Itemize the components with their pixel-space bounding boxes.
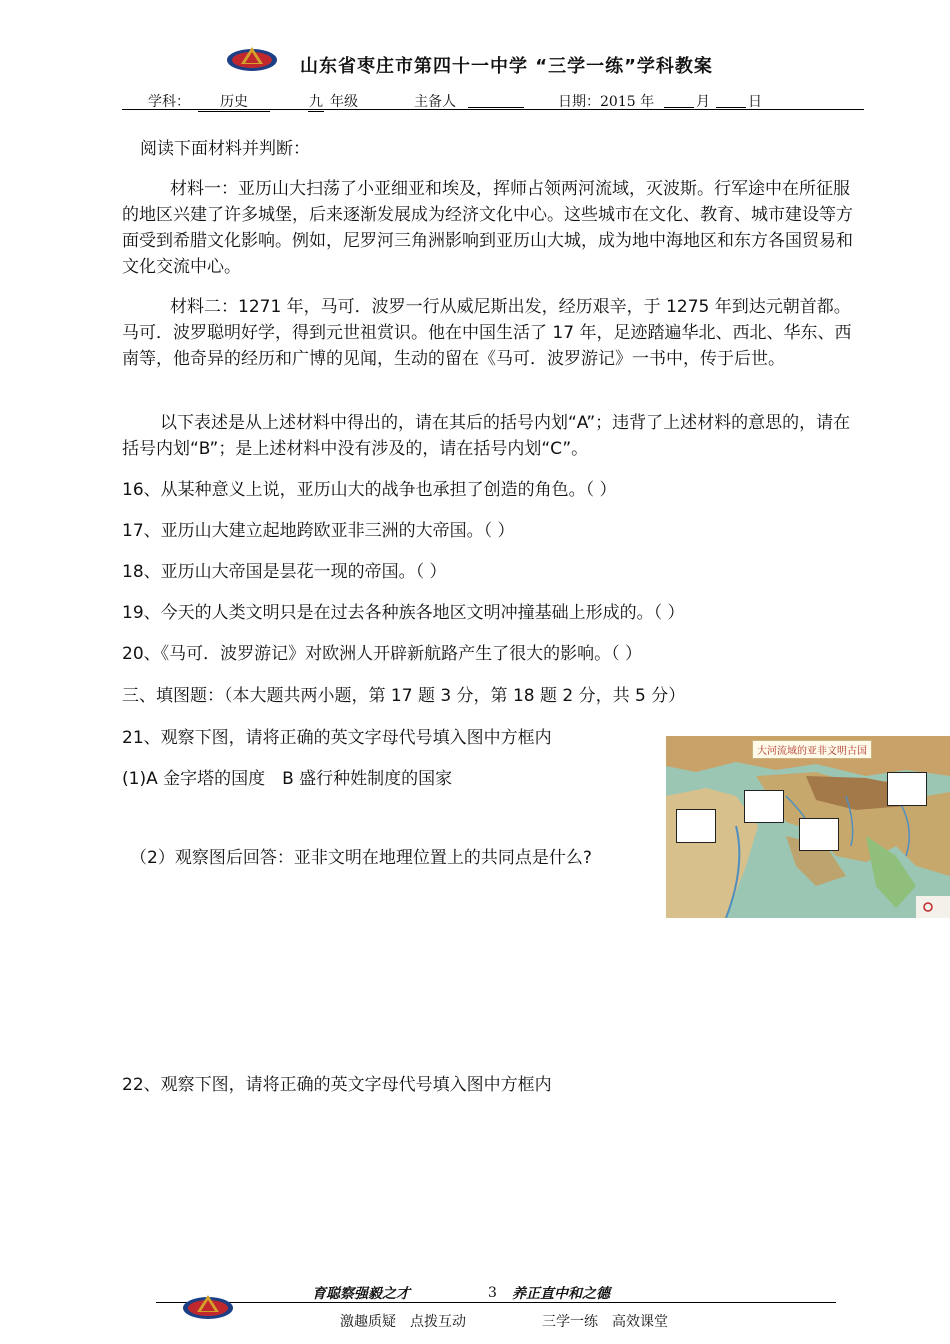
subject-label: 学科： (148, 94, 190, 110)
school-logo-icon (226, 44, 278, 72)
grade-label: 年级 (330, 94, 358, 110)
question-20: 20、《马可．波罗游记》对欧洲人开辟新航路产生了很大的影响。（ ） (122, 644, 643, 664)
school-title: 山东省枣庄市第四十一中学 “三学一练”学科教案 (300, 56, 713, 77)
grade-value: 九 (309, 94, 323, 110)
question-22: 22、观察下图，请将正确的英文字母代号填入图中方框内 (122, 1075, 552, 1095)
subject-field (198, 91, 270, 112)
question-19: 19、今天的人类文明只是在过去各种族各地区文明冲撞基础上形成的。（ ） (122, 603, 685, 623)
map-answer-box-2[interactable] (744, 790, 784, 823)
question-16: 16、从某种意义上说，亚历山大的战争也承担了创造的角色。（ ） (122, 480, 617, 500)
map-answer-box-3[interactable] (799, 818, 839, 851)
preparer-label: 主备人 (414, 94, 456, 110)
day-field (716, 91, 746, 108)
footer-divider (156, 1302, 836, 1303)
map-answer-box-4[interactable] (887, 772, 927, 806)
question-21-part-2: （2）观察图后回答：亚非文明在地理位置上的共同点是什么? (130, 848, 592, 868)
month-label: 月 (696, 94, 710, 110)
footer-slogan-right: 三学一练 高效课堂 (542, 1314, 668, 1330)
grade-field (308, 91, 324, 112)
instruction: 阅读下面材料并判断： (140, 139, 310, 159)
day-label: 日 (748, 94, 762, 110)
map-caption: 大河流域的亚非文明古国 (752, 740, 872, 759)
judge-instruction: 以下表述是从上述材料中得出的，请在其后的括号内划“A”；违背了上述材料的意思的，请在括号内划“B”；是上述材料中没有涉及的，请在括号内划“C”。 (122, 413, 851, 459)
question-21-options: (1)A 金字塔的国度 B 盛行种姓制度的国家 (122, 769, 453, 789)
page-number: 3 (488, 1285, 497, 1301)
header-info-row (122, 91, 864, 110)
material-1: 材料一：亚历山大扫荡了小亚细亚和埃及，挥师占领两河流域，灭波斯。行军途中在所征服的地区兴建了许多城堡，后来逐渐发展成为经济文化中心。这些城市在文化、教育、城市建设等方面受到希腊文化影响。例如，尼罗河三角洲影响到亚历山大城，成为地中海地区和东方各国贸易和文化交流中心。 (122, 179, 853, 277)
map-answer-box-1[interactable] (676, 809, 716, 843)
date-label: 日期：2015 年 (558, 94, 655, 110)
subject-value: 历史 (220, 94, 248, 110)
ancient-civilizations-map (666, 736, 950, 918)
month-field (664, 91, 694, 108)
footer-logo-icon (182, 1292, 234, 1320)
question-18: 18、亚历山大帝国是昙花一现的帝国。（ ） (122, 562, 447, 582)
question-17: 17、亚历山大建立起地跨欧亚非三洲的大帝国。（ ） (122, 521, 515, 541)
footer-motto-left: 育聪察强毅之才 (312, 1286, 410, 1302)
material-2: 材料二：1271 年，马可．波罗一行从威尼斯出发，经历艰辛，于 1275 年到达元朝首都。马可．波罗聪明好学，得到元世祖赏识。他在中国生活了 17 年，足迹踏遍华北、西北、华东、西南等，他奇异的经历和广博的见闻，生动的留在《马可．波罗游记》一书中，传于后世。 (122, 297, 852, 369)
footer-motto-right: 养正直中和之德 (512, 1286, 610, 1302)
footer-slogan-left: 激趣质疑 点拨互动 (340, 1314, 466, 1330)
section-3-heading: 三、填图题：（本大题共两小题，第 17 题 3 分，第 18 题 2 分，共 5 分） (122, 686, 686, 706)
question-21: 21、观察下图，请将正确的英文字母代号填入图中方框内 (122, 728, 552, 748)
preparer-field (468, 91, 524, 108)
